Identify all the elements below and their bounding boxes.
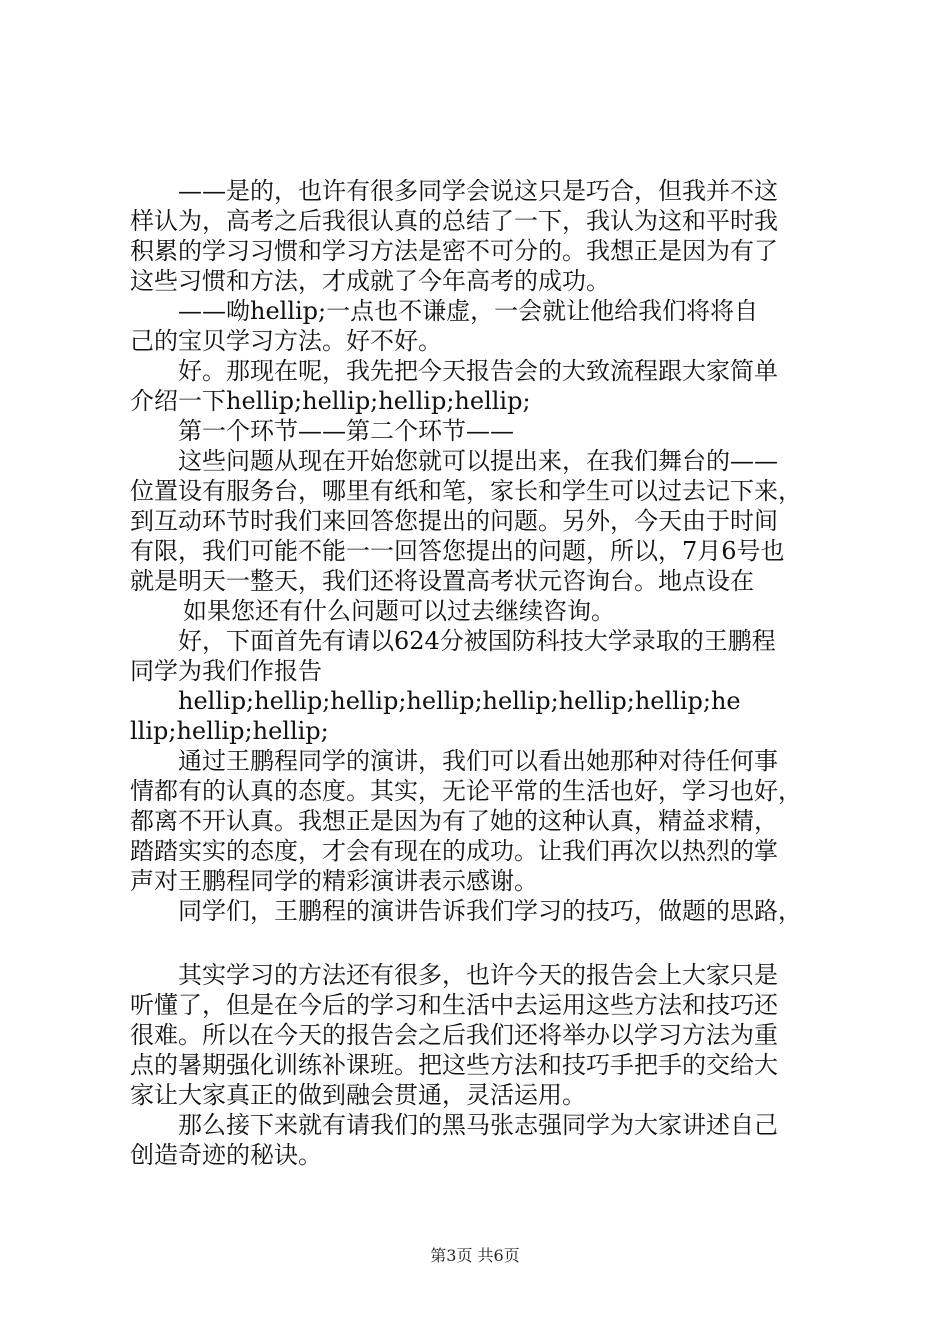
text-line: 家让大家真正的做到融会贯通，灵活运用。 bbox=[130, 1081, 586, 1109]
text-line: 这些习惯和方法，才成就了今年高考的成功。 bbox=[130, 267, 610, 295]
text-line: 到互动环节时我们来回答您提出的问题。另外，今天由于时间 bbox=[130, 507, 778, 535]
text-line: llip;hellip;hellip; bbox=[130, 717, 329, 745]
text-line: 样认为，高考之后我很认真的总结了一下，我认为这和平时我 bbox=[130, 207, 778, 235]
text-line: 好。那现在呢，我先把今天报告会的大致流程跟大家简单 bbox=[178, 357, 778, 385]
text-line: 创造奇迹的秘诀。 bbox=[130, 1141, 322, 1169]
text-line: 通过王鹏程同学的演讲，我们可以看出她那种对待任何事 bbox=[178, 747, 778, 775]
text-line: 好，下面首先有请以624分被国防科技大学录取的王鹏程 bbox=[178, 627, 776, 655]
text-line: 声对王鹏程同学的精彩演讲表示感谢。 bbox=[130, 867, 538, 895]
text-line: 同学为我们作报告 bbox=[130, 657, 322, 685]
text-line: 点的暑期强化训练补课班。把这些方法和技巧手把手的交给大 bbox=[130, 1051, 778, 1079]
text-line: 己的宝贝学习方法。好不好。 bbox=[130, 327, 442, 355]
text-line: 听懂了，但是在今后的学习和生活中去运用这些方法和技巧还 bbox=[130, 991, 778, 1019]
paragraph-gap bbox=[130, 926, 840, 960]
page-footer: 第3页 共6页 bbox=[430, 1246, 520, 1265]
text-line: ——是的，也许有很多同学会说这只是巧合，但我并不这 bbox=[178, 177, 778, 205]
text-line: 有限，我们可能不能一一回答您提出的问题，所以，7月6号也 bbox=[130, 537, 785, 565]
text-line: ——呦hellip;一点也不谦虚，一会就让他给我们将将自 bbox=[178, 297, 759, 325]
text-line: 积累的学习习惯和学习方法是密不可分的。我想正是因为有了 bbox=[130, 237, 778, 265]
text-line: 位置设有服务台，哪里有纸和笔，家长和学生可以过去记下来， bbox=[130, 477, 802, 505]
text-line: 这些问题从现在开始您就可以提出来，在我们舞台的—— bbox=[178, 447, 778, 475]
text-line: 情都有的认真的态度。其实，无论平常的生活也好，学习也好， bbox=[130, 777, 802, 805]
text-line: 同学们，王鹏程的演讲告诉我们学习的技巧，做题的思路， bbox=[178, 897, 802, 925]
text-line: 踏踏实实的态度，才会有现在的成功。让我们再次以热烈的掌 bbox=[130, 837, 778, 865]
text-line: 就是明天一整天，我们还将设置高考状元咨询台。地点设在 bbox=[130, 567, 754, 595]
text-line: 如果您还有什么问题可以过去继续咨询。 bbox=[183, 597, 615, 625]
text-line: 很难。所以在今天的报告会之后我们还将举办以学习方法为重 bbox=[130, 1021, 778, 1049]
text-line: 其实学习的方法还有很多，也许今天的报告会上大家只是 bbox=[178, 961, 778, 989]
text-line: 第一个环节——第二个环节—— bbox=[178, 417, 514, 445]
document-body bbox=[130, 176, 840, 1170]
text-line: 介绍一下hellip;hellip;hellip;hellip; bbox=[130, 387, 531, 415]
text-line: 都离不开认真。我想正是因为有了她的这种认真，精益求精， bbox=[130, 807, 778, 835]
text-line: 那么接下来就有请我们的黑马张志强同学为大家讲述自己 bbox=[178, 1111, 778, 1139]
text-line: hellip;hellip;hellip;hellip;hellip;hellip;hellip;he bbox=[178, 687, 741, 715]
